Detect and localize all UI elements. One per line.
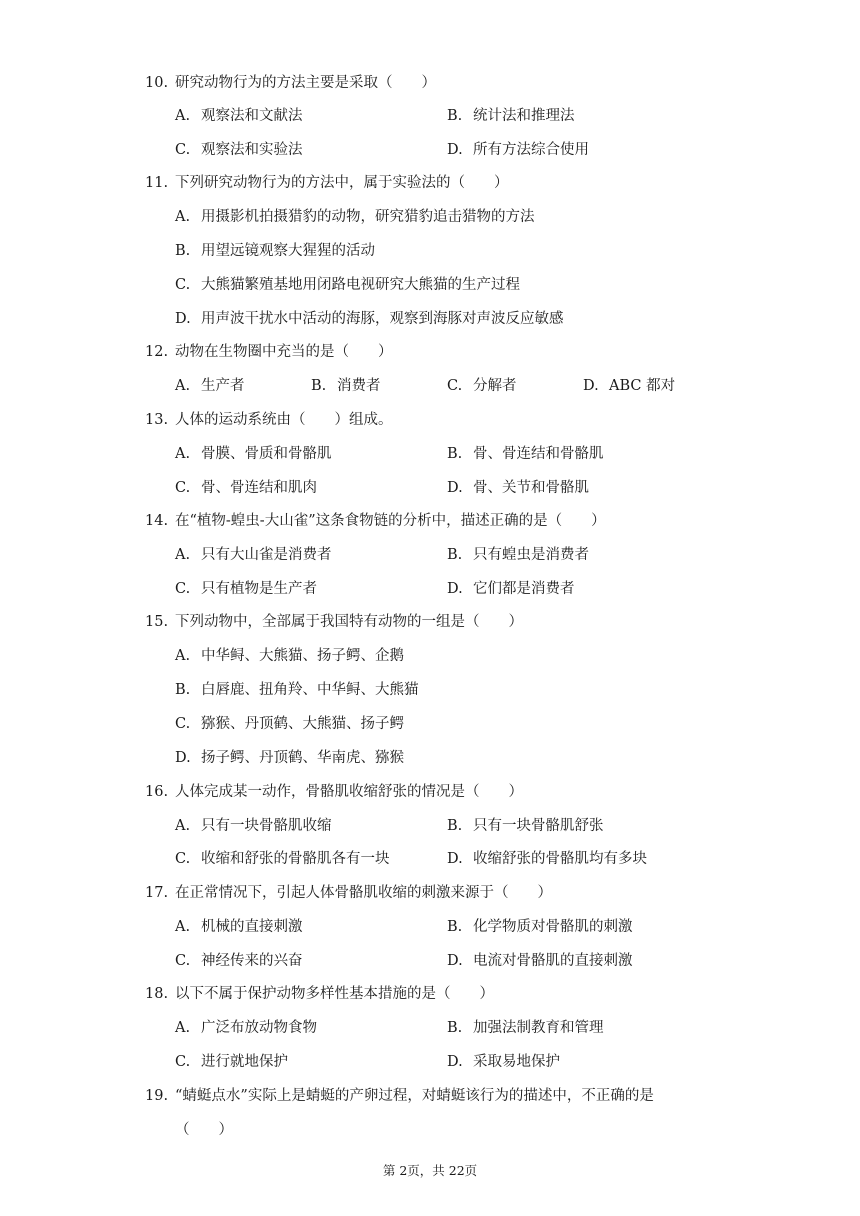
option-d: D. 电流对骨骼肌的直接刺激 bbox=[447, 953, 633, 969]
question-16 bbox=[145, 782, 523, 802]
question-17 bbox=[145, 883, 552, 903]
option-a: A. 骨膜、骨质和骨骼肌 bbox=[175, 446, 332, 462]
question-19-continuation: （ ） bbox=[175, 1122, 233, 1138]
question-19 bbox=[145, 1086, 654, 1106]
question-text: 动物在生物圈中充当的是（ ） bbox=[175, 344, 393, 360]
option-c: C. 分解者 bbox=[447, 378, 517, 394]
option-c: C. 猕猴、丹顶鹤、大熊猫、扬子鳄 bbox=[175, 716, 404, 732]
question-number: 12. bbox=[145, 344, 169, 360]
question-number: 14. bbox=[145, 513, 169, 529]
question-number: 13. bbox=[145, 412, 169, 428]
option-b: B. 用望远镜观察大猩猩的活动 bbox=[175, 243, 375, 259]
option-a: A. 只有一块骨骼肌收缩 bbox=[175, 818, 332, 834]
option-d: D. 所有方法综合使用 bbox=[447, 142, 589, 158]
question-18 bbox=[145, 984, 494, 1004]
question-number: 19. bbox=[145, 1088, 169, 1104]
question-number: 10. bbox=[145, 75, 169, 91]
option-b: B. 统计法和推理法 bbox=[447, 108, 575, 124]
option-d: D. 采取易地保护 bbox=[447, 1054, 560, 1070]
question-10 bbox=[145, 73, 436, 93]
question-13 bbox=[145, 410, 393, 430]
option-b: B. 白唇鹿、扭角羚、中华鲟、大熊猫 bbox=[175, 682, 419, 698]
option-c: C. 骨、骨连结和肌肉 bbox=[175, 480, 317, 496]
question-text: 下列动物中，全部属于我国特有动物的一组是（ ） bbox=[175, 614, 523, 630]
question-12 bbox=[145, 342, 393, 362]
option-c: C. 大熊猫繁殖基地用闭路电视研究大熊猫的生产过程 bbox=[175, 277, 520, 293]
page-footer: 第 2页，共 22页 bbox=[382, 1163, 478, 1178]
option-a: A. 只有大山雀是消费者 bbox=[175, 547, 332, 563]
option-d: D. 骨、关节和骨骼肌 bbox=[447, 480, 589, 496]
question-number: 18. bbox=[145, 986, 169, 1002]
question-number: 16. bbox=[145, 784, 169, 800]
option-a: A. 用摄影机拍摄猎豹的动物，研究猎豹追击猎物的方法 bbox=[175, 209, 535, 225]
option-d: D. 扬子鳄、丹顶鹤、华南虎、猕猴 bbox=[175, 750, 404, 766]
question-14 bbox=[145, 511, 606, 531]
question-11 bbox=[145, 173, 509, 193]
question-15 bbox=[145, 612, 523, 632]
question-text: 以下不属于保护动物多样性基本措施的是（ ） bbox=[175, 986, 494, 1002]
question-number: 11. bbox=[145, 175, 169, 191]
option-d: D. 它们都是消费者 bbox=[447, 581, 575, 597]
question-number: 15. bbox=[145, 614, 169, 630]
option-b: B. 只有蝗虫是消费者 bbox=[447, 547, 589, 563]
option-c: C. 只有植物是生产者 bbox=[175, 581, 317, 597]
option-a: A. 生产者 bbox=[175, 378, 245, 394]
question-number: 17. bbox=[145, 885, 169, 901]
option-c: C. 进行就地保护 bbox=[175, 1054, 288, 1070]
option-c: C. 收缩和舒张的骨骼肌各有一块 bbox=[175, 851, 390, 867]
question-text: 研究动物行为的方法主要是采取（ ） bbox=[175, 75, 436, 91]
option-b: B. 消费者 bbox=[311, 378, 381, 394]
option-d: D. 用声波干扰水中活动的海豚，观察到海豚对声波反应敏感 bbox=[175, 311, 564, 327]
option-b: B. 骨、骨连结和骨骼肌 bbox=[447, 446, 604, 462]
option-d: D. ABC 都对 bbox=[583, 378, 676, 394]
option-b: B. 只有一块骨骼肌舒张 bbox=[447, 818, 604, 834]
option-c: C. 观察法和实验法 bbox=[175, 142, 303, 158]
question-text: 在“植物-蝗虫-大山雀”这条食物链的分析中，描述正确的是（ ） bbox=[175, 513, 606, 529]
option-b: B. 化学物质对骨骼肌的刺激 bbox=[447, 919, 633, 935]
option-c: C. 神经传来的兴奋 bbox=[175, 953, 303, 969]
option-a: A. 中华鲟、大熊猫、扬子鳄、企鹅 bbox=[175, 648, 404, 664]
question-text: 人体完成某一动作，骨骼肌收缩舒张的情况是（ ） bbox=[175, 784, 523, 800]
option-a: A. 观察法和文献法 bbox=[175, 108, 303, 124]
question-text: “蜻蜓点水”实际上是蜻蜓的产卵过程，对蜻蜓该行为的描述中，不正确的是 bbox=[175, 1088, 654, 1104]
option-a: A. 机械的直接刺激 bbox=[175, 919, 303, 935]
option-a: A. 广泛布放动物食物 bbox=[175, 1020, 317, 1036]
option-d: D. 收缩舒张的骨骼肌均有多块 bbox=[447, 851, 647, 867]
question-text: 下列研究动物行为的方法中，属于实验法的（ ） bbox=[175, 175, 509, 191]
question-text: 人体的运动系统由（ ）组成。 bbox=[175, 412, 393, 428]
option-b: B. 加强法制教育和管理 bbox=[447, 1020, 604, 1036]
question-text: 在正常情况下，引起人体骨骼肌收缩的刺激来源于（ ） bbox=[175, 885, 552, 901]
